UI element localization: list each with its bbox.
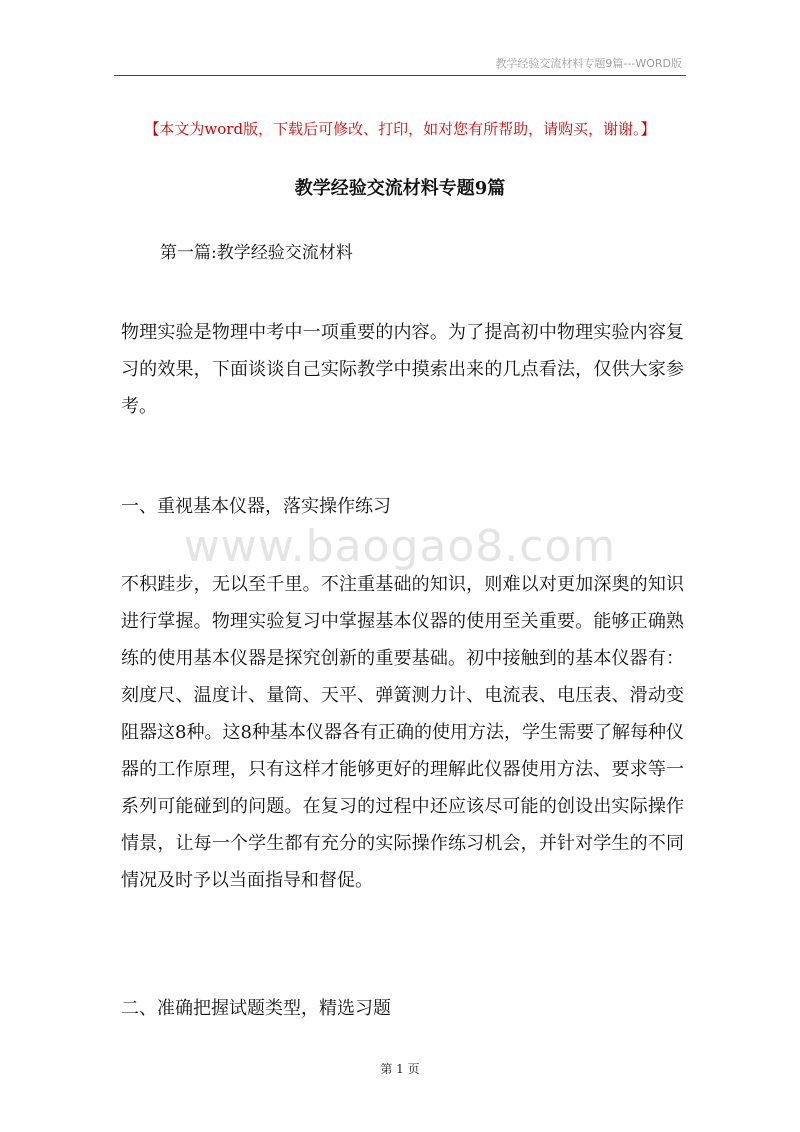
page-number: 第 1 页 xyxy=(380,1062,420,1076)
purchase-notice: 【本文为word版，下载后可修改、打印，如对您有所帮助，请购买，谢谢。】 xyxy=(144,120,656,138)
watermark: www.baogao8.com xyxy=(183,521,617,572)
running-header: 教学经验交流材料专题9篇---WORD版 xyxy=(495,57,682,70)
paragraph-section-1: 不积跬步，无以至千里。不注重基础的知识，则难以对更加深奥的知识进行掌握。物理实验复习中掌握基本仪器的使用至关重要。能够正确熟练的使用基本仪器是探究创新的重要基础。初中接触到的基本仪器有：刻度尺、温度计、量筒、天平、弹簧测力计、电流表、电压表、滑动变阻器这8种。这8种基本仪器各有正确的使用方法，学生需要了解每种仪器的工作原理，只有这样才能够更好的理解此仪器使用方法、要求等一系列可能碰到的问题。在复习的过程中还应该尽可能的创设出实际操作情景，让每一个学生都有充分的实际操作练习机会，并针对学生的不同情况及时予以当面指导和督促。 xyxy=(121,574,684,891)
paragraph-intro: 物理实验是物理中考中一项重要的内容。为了提高初中物理实验内容复习的效果，下面谈谈自己实际教学中摸索出来的几点看法，仅供大家参考。 xyxy=(121,322,684,417)
document-title: 教学经验交流材料专题9篇 xyxy=(294,178,506,199)
section-heading-1: 一、重视基本仪器，落实操作练习 xyxy=(121,496,391,517)
section-heading-2: 二、准确把握试题类型，精选习题 xyxy=(121,998,391,1019)
header-divider xyxy=(114,75,686,76)
chapter-title: 第一篇:教学经验交流材料 xyxy=(160,243,353,263)
